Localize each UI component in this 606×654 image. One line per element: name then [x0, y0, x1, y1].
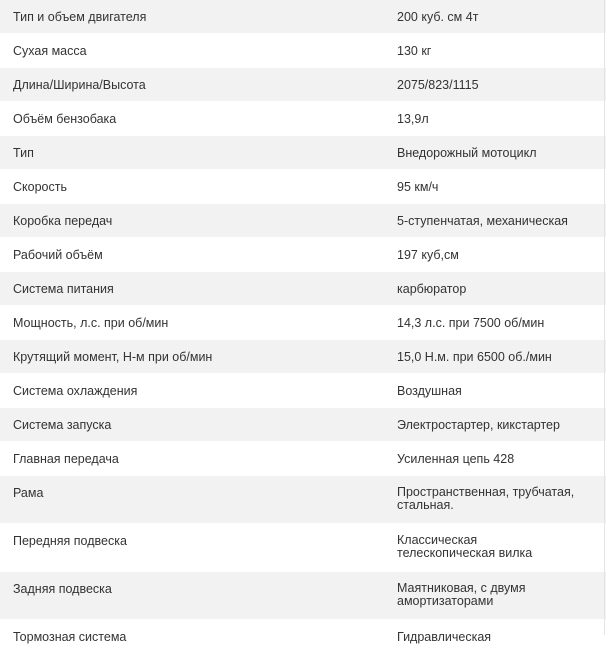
spec-label: Тип — [0, 136, 384, 170]
spec-row — [0, 170, 606, 204]
spec-label: Скорость — [0, 170, 384, 204]
spec-value: 14,3 л.с. при 7500 об/мин — [384, 306, 606, 340]
spec-value: 13,9л — [384, 102, 606, 136]
spec-row — [0, 524, 606, 572]
spec-label: Рабочий объём — [0, 238, 384, 272]
spec-label: Тип и объем двигателя — [0, 0, 384, 34]
spec-label: Задняя подвеска — [0, 572, 384, 620]
spec-value: Гидравлическая — [384, 620, 606, 654]
spec-value: Внедорожный мотоцикл — [384, 136, 606, 170]
spec-value: 2075/823/1115 — [384, 68, 606, 102]
spec-value: Маятниковая, с двумя амортизаторами — [384, 572, 606, 620]
spec-value: Усиленная цепь 428 — [384, 442, 606, 476]
spec-row — [0, 136, 606, 170]
spec-value: 5-ступенчатая, механическая — [384, 204, 606, 238]
spec-label: Длина/Ширина/Высота — [0, 68, 384, 102]
spec-row — [0, 620, 606, 654]
spec-row — [0, 0, 606, 34]
spec-row — [0, 476, 606, 524]
spec-label: Мощность, л.с. при об/мин — [0, 306, 384, 340]
spec-value: Классическая телескопическая вилка — [384, 524, 606, 572]
spec-row — [0, 572, 606, 620]
spec-label: Сухая масса — [0, 34, 384, 68]
spec-row — [0, 204, 606, 238]
spec-row — [0, 34, 606, 68]
spec-label: Объём бензобака — [0, 102, 384, 136]
spec-value: 15,0 Н.м. при 6500 об./мин — [384, 340, 606, 374]
spec-row — [0, 272, 606, 306]
spec-row — [0, 238, 606, 272]
spec-value: Электростартер, кикстартер — [384, 408, 606, 442]
table-right-border — [604, 0, 605, 635]
spec-value: Воздушная — [384, 374, 606, 408]
spec-row — [0, 68, 606, 102]
spec-value: Пространственная, трубчатая, стальная. — [384, 476, 606, 524]
spec-row — [0, 442, 606, 476]
spec-label: Тормозная система — [0, 620, 384, 654]
spec-row — [0, 374, 606, 408]
spec-label: Крутящий момент, Н-м при об/мин — [0, 340, 384, 374]
spec-value: 200 куб. см 4т — [384, 0, 606, 34]
spec-value: карбюратор — [384, 272, 606, 306]
spec-label: Рама — [0, 476, 384, 524]
spec-label: Система охлаждения — [0, 374, 384, 408]
spec-row — [0, 306, 606, 340]
spec-label: Передняя подвеска — [0, 524, 384, 572]
spec-row — [0, 102, 606, 136]
spec-row — [0, 408, 606, 442]
spec-label: Коробка передач — [0, 204, 384, 238]
spec-value: 95 км/ч — [384, 170, 606, 204]
spec-label: Система питания — [0, 272, 384, 306]
spec-value: 130 кг — [384, 34, 606, 68]
spec-label: Главная передача — [0, 442, 384, 476]
spec-label: Система запуска — [0, 408, 384, 442]
spec-value: 197 куб,см — [384, 238, 606, 272]
spec-row — [0, 340, 606, 374]
